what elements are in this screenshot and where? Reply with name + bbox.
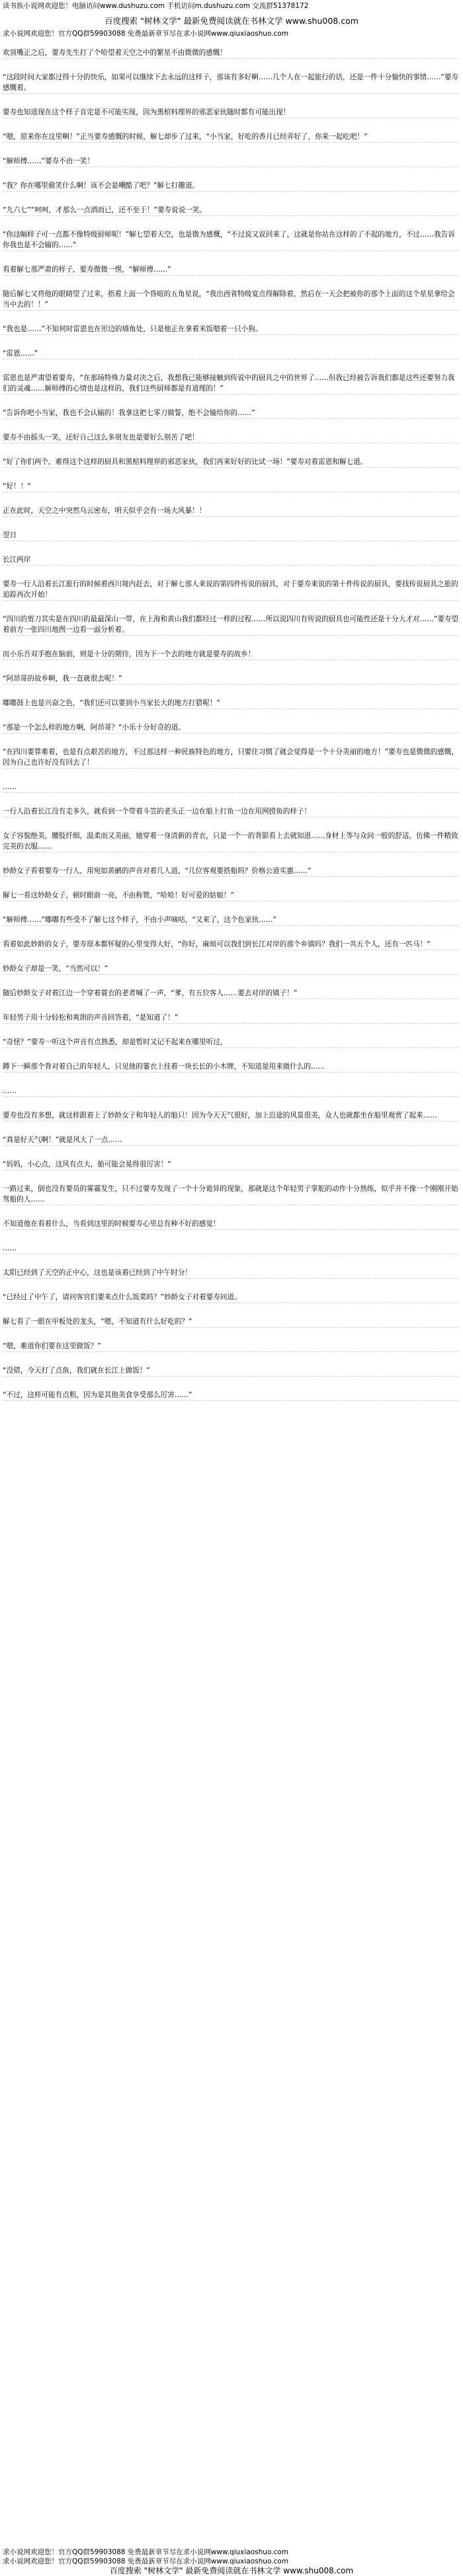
- paragraph-spacer: [3, 999, 459, 1012]
- paragraph-spacer: [3, 1048, 459, 1061]
- paragraph-block: [3, 1012, 459, 1037]
- paragraph-spacer: [3, 167, 459, 180]
- paragraph-block: [3, 1135, 459, 1159]
- paragraph-block: [3, 408, 459, 432]
- paragraph-spacer: [3, 419, 459, 432]
- paragraph-block: [3, 988, 459, 1012]
- paragraph: 一路过来，倒也没有要员的雾霾发生，只不过要寿发现了一个十分诡异的现象，那就是这个年轻男子掌舵的动作十分熟练，似乎并不像一个刚刚开始驾船的人……: [3, 1185, 458, 1203]
- paragraph-block: [3, 324, 459, 348]
- paragraph-block: [3, 1268, 459, 1292]
- paragraph-block: [3, 831, 459, 866]
- paragraph-spacer: [3, 118, 459, 132]
- paragraph-block: [3, 1110, 459, 1135]
- paragraph: 蹲下一瞬那个背对着自己的年轻人，只见他的篓衣上挂着一块长长的小木牌，不知道是用来做什么的……: [3, 1063, 325, 1071]
- paragraph-spacer: [3, 335, 459, 348]
- paragraph: “不过，这样可能有点粗，因为是其他美食享受那么厉害……”: [3, 1391, 192, 1399]
- paragraph: “好！！”: [3, 482, 31, 490]
- paragraph-spacer: [3, 1097, 459, 1110]
- paragraph: “雷恩……”: [3, 350, 38, 358]
- paragraph-block: [3, 1086, 459, 1110]
- paragraph-block: [3, 964, 459, 988]
- paragraph: “我也是……”不知何时雷恩也在形边的墙角处，只是他正在拿着米饭嗯着一只小狗。: [3, 325, 263, 333]
- footer-promo-2: 求小说网欢迎您！官方QQ群59903088 免费最新章节尽在求小说网www.qiuxiaoshuo.com: [3, 2557, 288, 2565]
- paragraph-block: [3, 1316, 459, 1341]
- paragraph: 要寿也知道现在这个样子肯定是不可能实现，因为黑棺料理界的邪恶家伙随时都有可能出现！: [3, 108, 290, 116]
- paragraph-block: [3, 1184, 459, 1219]
- paragraph-block: [3, 554, 459, 579]
- paragraph-block: [3, 432, 459, 457]
- paragraph: “告诉你吧小当家，我也不会认输的！我拿这把七零刀做誓，绝不会输给你的……”: [3, 409, 255, 417]
- paragraph: “没错，今天打了点鱼，我们就在长江上做饭！”: [3, 1367, 150, 1375]
- paragraph-block: [3, 506, 459, 530]
- paragraph: “妈妈，小心点，这风有点大，船可能会晃得很厉害！”: [3, 1160, 171, 1168]
- footer-promo-1: 求小说网欢迎您！官方QQ群59903088 免费最新章节尽在求小说网www.qiuxiaoshuo.com: [3, 2548, 288, 2556]
- paragraph-block: [3, 806, 459, 831]
- paragraph-block: [3, 264, 459, 289]
- paragraph: 女子容貌绝美，腰肢纤细，温柔而又美丽，她穿着一身清新的青衣，只是一个一的背影看上去就知道……身材上等与众同一般的舒适，仿佛一件精致完美的衣服……: [3, 832, 458, 851]
- paragraph: 妙龄女子看着要寿一行人，用宛如黄鹂的声音对着几人道，“几位客观要搭船吗？价格公道实惠……”: [3, 867, 312, 875]
- paragraph-spacer: [3, 1170, 459, 1184]
- paragraph-spacer: [3, 468, 459, 481]
- paragraph: 看着解七那严肃的样子，要寿微微一愣，“解师傅……”: [3, 266, 171, 274]
- site-title: 百度搜索 "树林文学" 最新免费阅读就在书林文学 www.shu008.com: [105, 16, 358, 26]
- paragraph-spacer: [3, 1230, 459, 1243]
- paragraph-block: [3, 890, 459, 915]
- paragraph: “已经过了中午了，请问客官们要来点什么饭菜吗？”妙龄女子对着要寿问道。: [3, 1293, 241, 1301]
- paragraph-spacer: [3, 901, 459, 915]
- paragraph-block: [3, 1341, 459, 1365]
- paragraph: 正在此时，天空之中突然乌云密布，明天似乎会有一场大风暴！！: [3, 507, 206, 515]
- paragraph-block: [3, 229, 459, 264]
- paragraph-spacer: [3, 276, 459, 289]
- paragraph: ……: [3, 1244, 17, 1252]
- paragraph-block: [3, 530, 459, 554]
- paragraph-block: [3, 457, 459, 481]
- paragraph-block: [3, 1219, 459, 1243]
- paragraph-block: [3, 1061, 459, 1086]
- paragraph-spacer: [3, 395, 459, 408]
- paragraph-block: [3, 649, 459, 673]
- paragraph-block: [3, 866, 459, 890]
- paragraph: 要寿不由摇头一笑，还好自己这么多朋友也是要好么刻苦了吧！: [3, 434, 199, 441]
- paragraph-spacer: [3, 926, 459, 939]
- paragraph: 欢顶嘴正之后，要寿先生打了个哈望着天空之中的繁星不由微微的感慨！: [3, 49, 227, 57]
- paragraph: 年轻男子用十分轻松和爽朗的声音回答着，“是知道了！”: [3, 1014, 179, 1022]
- paragraph-spacer: [3, 1352, 459, 1365]
- paragraph-block: [3, 48, 459, 72]
- paragraph-spacer: [3, 769, 459, 782]
- paragraph-spacer: [3, 517, 459, 530]
- paragraph: 随后妙龄女子对着江边一个穿着蓑衣的老者喊了一声，“爹，有五位客人……要去对岸的镇子！”: [3, 989, 298, 997]
- paragraph-spacer: [3, 1205, 459, 1219]
- paragraph: 翌日: [3, 531, 17, 539]
- paragraph-block: [3, 1390, 459, 1414]
- paragraph: 解七一看这妙龄女子，顿时眼前一亮，不由称赞，“哈哈！好可爱的姑娘！”: [3, 891, 234, 899]
- paragraph-spacer: [3, 143, 459, 156]
- paragraph-spacer: [3, 709, 459, 722]
- paragraph-spacer: [3, 1121, 459, 1135]
- paragraph: “四川的剪刀其实是在四川的最最深山一带，在上海和黄山我们都经过一样的过程……所以说四川有传说的厨具也可能性还是十分大才对……”要寿望着前方一张四川地图一边看一面分析着。: [3, 615, 458, 634]
- paragraph-block: [3, 1037, 459, 1061]
- paragraph-spacer: [3, 360, 459, 373]
- paragraph-spacer: [3, 443, 459, 457]
- paragraph: “嗯，难道你们要在这里做饭？”: [3, 1342, 101, 1350]
- header-notice: 读书族小说网欢迎您！电脑访问www.dushuzu.com 手机访问m.dushuzu.com 交流群51378172: [3, 2, 309, 10]
- paragraph: “那是一个怎么样的地方啊，阿昂哥？”小乐十分好奇的道。: [3, 724, 185, 732]
- paragraph-block: [3, 205, 459, 229]
- paragraph: “在四川要算难着，也是有点艰苦的地方，不过那这样一种民族特色的地方，只要住习惯了就会觉得是一个十分美丽的地方！”要寿也是微微的感慨，因为自己也许好没有回去了！: [3, 748, 458, 767]
- paragraph-spacer: [3, 251, 459, 264]
- paragraph: 随后解七又将他的眼睛望了过来，指着上面一个昏暗的五角星说，“我出西省特级宴点得解除着，然后在一天会把被你的那个上面的这个星星拿给会当中去的！！”: [3, 290, 455, 309]
- paragraph: 要寿一行人沿着长江旅行的时候着西川境内赶去，对于解七那人来说的第四件传说的厨具，对于要寿来说的第十件传说的厨具，要找传说厨具之旅的追踪再次开始！: [3, 580, 458, 599]
- paragraph: 解七看了一眼在甲板处的龙头，“嗯，不知道有什么好吃的？”: [3, 1318, 192, 1326]
- paragraph: 妙龄女子却是一笑，“当然可以！”: [3, 965, 108, 973]
- paragraph: 一行人沿着长江没有走多久，就看到一个带着斗笠的老头正一边在船上打鱼一边在用网捞鱼的样子！: [3, 808, 312, 815]
- paragraph: “嗯，原来你在这里啊！”正当要寿感慨的时候，解七却步了过来，“小当家，好吃的香月已经弄好了，你来一起吃吧！”: [3, 133, 368, 141]
- header-promo: 求小说网欢迎您！官方QQ群59903088 免费最新章节尽在求小说网www.qiuxiaoshuo.com: [3, 30, 288, 38]
- paragraph-block: [3, 939, 459, 964]
- paragraph-block: [3, 1365, 459, 1390]
- paragraph-spacer: [3, 1279, 459, 1292]
- paragraph-block: [3, 289, 459, 324]
- paragraph: “解师傅……”要寿不由一笑！: [3, 157, 95, 165]
- paragraph-block: [3, 782, 459, 806]
- paragraph: 而小乐吾双手抱在脑前，则是十分的期待，因为下一个去的地方就是要寿的故乡！: [3, 650, 255, 658]
- paragraph: “好了你们两个，难得这个这样的厨具和黑棺料理界的邪恶家伙，我们再来好好的比试一场！”要寿对着雷恩和解七道。: [3, 458, 368, 466]
- paragraph-spacer: [3, 192, 459, 205]
- paragraph-block: [3, 1243, 459, 1268]
- chapter-body: [3, 48, 459, 1414]
- paragraph-block: [3, 1292, 459, 1316]
- paragraph-spacer: [3, 852, 459, 866]
- paragraph-block: [3, 156, 459, 180]
- paragraph-spacer: [3, 1254, 459, 1268]
- paragraph: ……: [3, 783, 17, 791]
- paragraph-block: [3, 348, 459, 373]
- paragraph-block: [3, 579, 459, 614]
- paragraph: 长江两岸: [3, 556, 31, 564]
- paragraph: “解师傅……”嘟嘟有些受不了解七这个样子，不由小声嘀咕，“又来了，这个色家伙……”: [3, 916, 276, 924]
- paragraph-spacer: [3, 492, 459, 506]
- paragraph-spacer: [3, 660, 459, 673]
- paragraph-spacer: [3, 877, 459, 890]
- paragraph-spacer: [3, 541, 459, 554]
- paragraph-spacer: [3, 685, 459, 698]
- paragraph-spacer: [3, 950, 459, 964]
- paragraph: “奇怪？”要寿一听这个声音有点熟悉，却是暂时又记不起来在哪里听过，: [3, 1038, 228, 1046]
- paragraph-spacer: [3, 1146, 459, 1159]
- paragraph-block: [3, 481, 459, 506]
- paragraph: “九六七”“呵呵，才那么一点酒而已，还不至于！”要寿说说一笑。: [3, 206, 206, 214]
- paragraph-spacer: [3, 216, 459, 229]
- paragraph: 要寿也没有多想，就这样跟着上了妙龄女子和年轻人的船只！因为今天天气很好，加上沿途的风景很美，众人也就都坐在船里观赏了起来……: [3, 1112, 437, 1119]
- paragraph-spacer: [3, 1024, 459, 1037]
- paragraph-spacer: [3, 59, 459, 72]
- paragraph-block: [3, 107, 459, 132]
- paragraph: 太阳已经到了天空的正中心，这也是该着已经到了中午时分！: [3, 1269, 192, 1277]
- paragraph-block: [3, 132, 459, 156]
- paragraph-spacer: [3, 1303, 459, 1316]
- paragraph-block: [3, 747, 459, 782]
- paragraph-block: [3, 1159, 459, 1184]
- paragraph-spacer: [3, 636, 459, 649]
- paragraph-block: [3, 722, 459, 747]
- paragraph-block: [3, 698, 459, 722]
- paragraph-spacer: [3, 975, 459, 988]
- paragraph-spacer: [3, 311, 459, 324]
- paragraph-block: [3, 673, 459, 698]
- footer: [0, 2548, 463, 2576]
- paragraph: “你这幅样子可一点都不像特级厨师呢！”解七望着天空，也是微为感慨，“不过说又说回来了，这就是你站在这样的了不起的地方，不过……我告诉你我也是不会输的……”: [3, 231, 455, 249]
- paragraph-block: [3, 180, 459, 205]
- paragraph-spacer: [3, 734, 459, 747]
- paragraph: 看着如此妙龄的女子，要寿原本都怀疑的心里变得大好，“你好，麻烦可以我们到长江对岸的那个乡镇吗？我们一共五个人，还有一匹马！”: [3, 940, 431, 948]
- paragraph-spacer: [3, 1328, 459, 1341]
- paragraph-spacer: [3, 601, 459, 614]
- paragraph: “这段时间大家都过得十分的快乐，如果可以继续下去永远的这样子，那该有多好啊……几个人在一起旅行的话，还是一件十分愉快的事情……”要寿感慨着。: [3, 73, 458, 92]
- paragraph-spacer: [3, 1073, 459, 1086]
- paragraph-spacer: [3, 94, 459, 107]
- paragraph-block: [3, 915, 459, 939]
- paragraph-spacer: [3, 793, 459, 806]
- paragraph: ……: [3, 1087, 17, 1095]
- paragraph: 雷恩也是严肃望着要寿，“在那场特殊力量对决之后，我想我已能够接触到传说中的厨具之中的世界了……但我已经被告诉我们都是这些还要努力我们的灵魂……解师傅的心情也是这样的，我们这些厨师都是有道理的！”: [3, 374, 455, 393]
- paragraph-spacer: [3, 566, 459, 579]
- paragraph-block: [3, 373, 459, 408]
- paragraph: “我？你在哪里偷笑什么啊！该不会是嘲酷了吧？”解七打趣道。: [3, 182, 200, 190]
- paragraph: “阿昂哥的故乡啊，我一直就很去呢！”: [3, 675, 122, 683]
- paragraph-spacer: [3, 817, 459, 831]
- paragraph-block: [3, 614, 459, 649]
- paragraph-block: [3, 72, 459, 107]
- paragraph: 不知道他在看着什么，当看到这里的时候要寿心里总有种不好的感觉！: [3, 1220, 220, 1228]
- paragraph: “真是好天气啊！”就是风大了一点……: [3, 1136, 122, 1144]
- paragraph-spacer: [3, 1377, 459, 1390]
- paragraph: 嘟嘟鼓上也是兴奋之色，“我们还可以要到小当家长大的地方打猎呢！”: [3, 699, 220, 707]
- footer-site-title: 百度搜索 "树林文学" 最新免费阅读就在书林文学 www.shu008.com: [109, 2566, 354, 2575]
- paragraph-spacer: [3, 1401, 459, 1414]
